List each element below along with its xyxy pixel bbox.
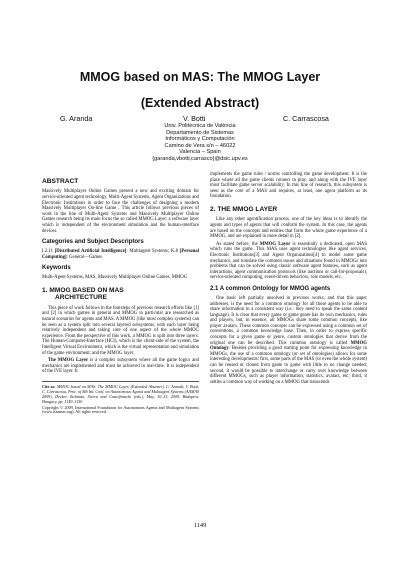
keywords-text: Multi-Agent Systems, MAS, Massively Multiplayer Online Games, MMOG <box>42 275 188 281</box>
section-2-paragraph: As stated before, the MMOG Layer is essentially a dedicated, open MAS which runs the game. This MAS uses agent technologies like agent services, Electronic Institutions[3] and Agent Organizations[4] to model some game mechanics, and translate the common issues and situations found in MMOGs into problems that can be solved using classic software agent features, such as agent interactions, agent communication protocols (like auctions or call-for-proposals), service-oriented computing, event-driven behaviors, role models, etc. <box>210 241 367 281</box>
citation-footnote <box>42 381 199 415</box>
cite-as: Cite as: MMOG based on MAS: The MMOG Layer, (Extended Abstract), G. Aranda, V. Botti, C. Carrascosa, Proc. of 8th Int. Conf. on Autonomous Agents and Multiagent Systems (AAMAS 2009), Decker, Sichman, Sierra and Castelfranchi (eds.), May, 10–15, 2009, Budapest, Hungary, pp. 1149–1150 <box>42 383 199 404</box>
author-emails: {garanda,vbotti,carrasco}@dsic.upv.es <box>152 155 248 162</box>
keywords-heading: Keywords <box>42 265 71 272</box>
section-2-1-paragraph: One basic left partially unsolved in previous works, and that this paper addresses, is the need for a common ontology for all those agents to be able to share information in a consistent way (i.e.: they need to speak the same content language). It is clear that every game or game genre has its own mechanics, rules and players, but, in essence, all MMOGs share some common concepts, like player avatars. These common concepts can be expressed using a common set of conventions, a common knowledge base. Then, in order to express specific concepts for a given game or genre, custom ontologies that derive from the original one can be described. This common ontology is called MMOG Ontology. Besides providing a good starting point for expressing knowledge in MMOGs, the use of a common ontology (or set of ontologies) allows for some interesting developments: first, some parts of the MAS (or even the whole system) can be reused or cloned from game to game with little to no change needed; second, it would be possible to interchange or carry over knowledge between different MMOGs, such as player information, statistics, avatars, etc; third, it settles a common way of working on a MMOG that transcends <box>210 295 367 385</box>
affiliation <box>135 123 265 163</box>
categories-heading: Categories and Subject Descriptors <box>42 239 144 246</box>
copyright-notice: Copyright © 2009, International Foundation for Autonomous Agents and Multiagent Systems (www.ifaamas.org), All rights reserved. <box>42 404 199 415</box>
left-column <box>42 172 199 416</box>
affiliation-line: Univ. Politècnica de València <box>164 123 236 129</box>
section-2-paragraph: Like any other agentification process, one of the key ideas is to identify the agents and types of agents that will conform the system. In this case, the agents are based on the concepts and entities that form the whole game experience of a MMOG, and are explained in more detail in [2]. <box>210 217 367 240</box>
author-left: G. Aranda <box>60 114 93 123</box>
section-1-continued: implements the game rules / norms controlling the game development. It is the place where all the game clients connect to play, and along with the IVE layer must facilitate game server scalability. In this line of research, this subsystem is seen as the core of a MAS and requires, at least, one agent platform as its foundation. <box>210 172 367 200</box>
affiliation-line: Informáticos y Computación <box>165 136 235 143</box>
affiliation-line: Camino de Vera s/n – 46022 <box>164 142 236 149</box>
right-column <box>210 172 367 387</box>
affiliation-line: Valencia – Spain <box>179 149 221 156</box>
section-2-1-heading: 2.1 A common Ontology for MMOG agents <box>210 285 331 292</box>
section-1-paragraph: This piece of work follows in the footsteps of previous research efforts like [1] and [2] in which games in general and MMOG in particular are researched as natural scenarios for agents and MAS. A MMOG (like most complex systems) can be seen as a system split into several layered subsystems, with each layer being relatively independent and taking care of one aspect of the whole MMOG experience. From the perspective of this work, a MMOG is split into three layers: The Human-Computer-Interface (HCI), which is the client-side of the system, the Intelligent Virtual Environment, which is the virtual representation and simulation of the game environment; and the MMOG layer. <box>42 305 199 356</box>
categories-text: I.2.11 [Distributed Artificial Intelligence]: Multiagent Systems; K.8 [Personal Computing]: General—Games <box>42 249 199 260</box>
page-number: 1149 <box>193 522 207 529</box>
section-1-heading: 1. MMOG BASED ON MAS ARCHITECTURE <box>42 286 124 302</box>
section-2-heading: 2. THE MMOG LAYER <box>210 205 278 213</box>
section-1-paragraph: The MMOG Layer is a complex subsystem where all the game logics and mechanics are implemented and must be achieved in real-time. It is independent of the IVE layer. It <box>42 358 199 375</box>
abstract-text: Massively Multiplayer Online Games present a new and exciting domain for service-oriented agent technology. Multi-Agent Systems, Agent Organizations and Electronic Institutions in order to face the challenges of designing a modern Massively Multiplayer On-line Game . This article follows previous pieces of work in the line of Multi-Agent Systems and Massively Multiplayer Online Games research being its main focus the so called MMOG Layer: a software layer which is independent of the environment simulation and the human-interface devices. <box>42 189 199 234</box>
paper-title: MMOG based on MAS: The MMOG Layer <box>79 70 321 84</box>
paper-subtitle: (Extended Abstract) <box>140 96 260 110</box>
affiliation-line: Departamento de Sistemas <box>166 129 234 136</box>
author-center: V. Botti <box>183 114 206 123</box>
abstract-heading: ABSTRACT <box>42 178 79 185</box>
author-right: C. Carrascosa <box>283 114 329 123</box>
